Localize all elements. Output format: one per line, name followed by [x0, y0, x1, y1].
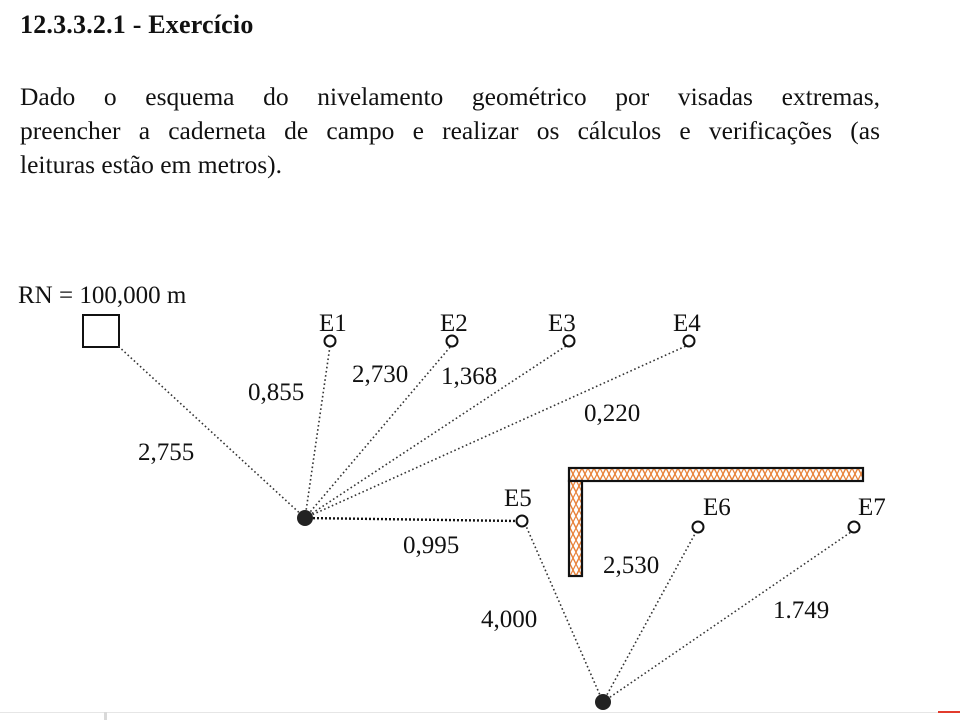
statement-line-2: preencher a caderneta de campo e realizar os cálculos e verificações (as [20, 116, 880, 145]
label-e6: E6 [703, 494, 731, 521]
reading-e2: 2,730 [352, 361, 409, 388]
point-e4-marker [684, 336, 695, 347]
label-e1: E1 [319, 310, 347, 337]
point-e5-marker [517, 516, 528, 527]
reading-e4: 0,220 [584, 400, 641, 427]
instrument-station-2 [595, 694, 611, 710]
point-e6-marker [693, 522, 704, 533]
sight-line-e5 [305, 518, 517, 521]
rn-benchmark-marker [83, 315, 119, 347]
point-e2-marker [447, 336, 458, 347]
instrument-station-1 [297, 510, 313, 526]
point-e1-marker [325, 336, 336, 347]
statement-line-1: Dado o esquema do nivelamento geométrico por visadas extremas, [20, 82, 880, 111]
sight-line-e1 [305, 346, 330, 518]
reading-e6: 2,530 [603, 552, 660, 579]
reading-rn: 2,755 [138, 439, 195, 466]
exercise-heading: 12.3.3.2.1 - Exercício [20, 10, 254, 39]
point-e7-marker [849, 522, 860, 533]
reading-e5-back: 4,000 [481, 606, 538, 633]
statement-line-3: leituras estão em metros). [20, 150, 282, 179]
reading-e1: 0,855 [248, 379, 305, 406]
label-e2: E2 [440, 310, 468, 337]
sight-line-rn [117, 345, 305, 518]
reading-e7: 1.749 [773, 597, 830, 624]
reading-e5: 0,995 [403, 532, 460, 559]
label-e4: E4 [673, 310, 701, 337]
page-bottom-tick [104, 712, 107, 720]
label-e3: E3 [548, 310, 576, 337]
point-e3-marker [564, 336, 575, 347]
sight-line-e5-back [526, 526, 603, 702]
reading-e3: 1,368 [441, 363, 498, 390]
page-bottom-rule [0, 712, 960, 713]
label-e5: E5 [504, 485, 532, 512]
rn-label: RN = 100,000 m [18, 282, 187, 309]
label-e7: E7 [858, 494, 886, 521]
page-bottom-accent [938, 711, 960, 713]
